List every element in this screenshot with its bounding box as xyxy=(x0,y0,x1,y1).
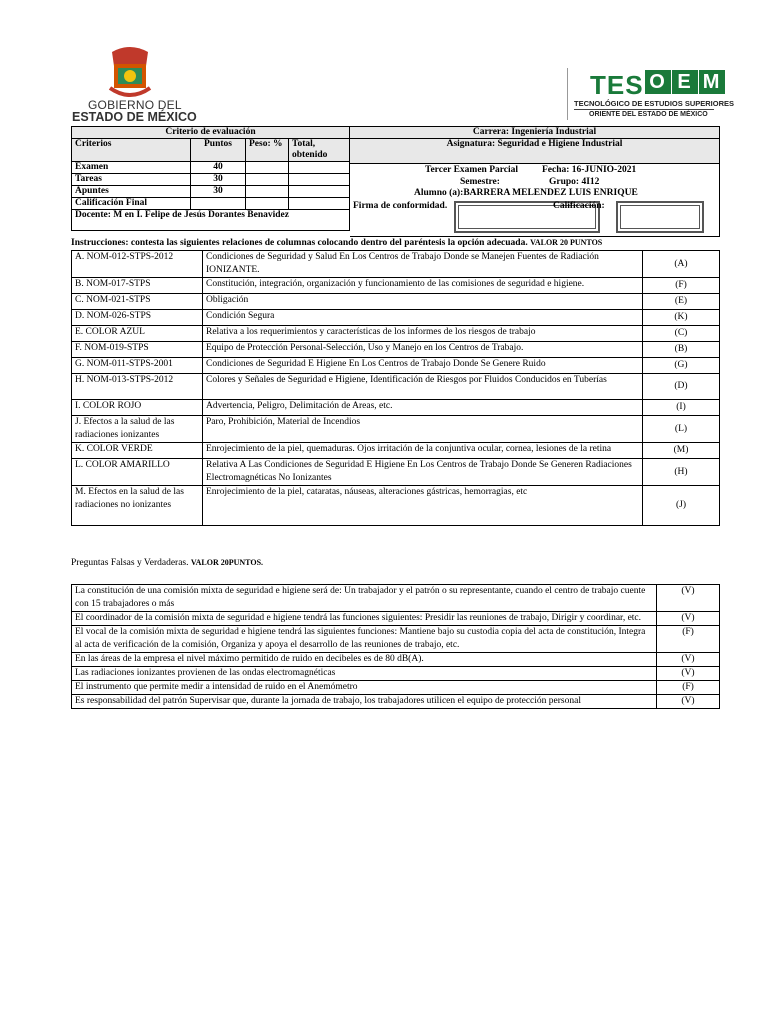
relation-left: F. NOM-019-STPS xyxy=(72,342,203,358)
criterion-total xyxy=(289,186,350,198)
relation-right: Condición Segura xyxy=(203,310,643,326)
government-seal-logo xyxy=(100,44,160,100)
truefalse-value: VALOR 20PUNTOS. xyxy=(190,558,264,567)
relation-answer[interactable]: (C) xyxy=(643,326,720,342)
truefalse-answer[interactable]: (F) xyxy=(657,626,720,653)
relation-answer[interactable]: (F) xyxy=(643,278,720,294)
relation-right: Advertencia, Peligro, Delimitación de Areas, etc. xyxy=(203,400,643,416)
evaluation-table xyxy=(71,126,350,231)
relation-left: I. COLOR ROJO xyxy=(72,400,203,416)
col-criterios: Criterios xyxy=(72,139,191,162)
relation-left: M. Efectos en la salud de las radiaciones no ionizantes xyxy=(72,486,203,526)
relation-right: Condiciones de Seguridad E Higiene En Los Centros de Trabajo Donde Se Genere Ruido xyxy=(203,358,643,374)
relation-left: J. Efectos a la salud de las radiaciones ionizantes xyxy=(72,416,203,443)
relation-right: Relativa A Las Condiciones de Seguridad E Higiene En Los Centros de Trabajo Donde Se Generen Radiaciones Electromagnéticas No Ionizantes xyxy=(203,459,643,486)
relation-left: A. NOM-012-STPS-2012 xyxy=(72,251,203,278)
relation-row xyxy=(72,251,720,278)
relation-row xyxy=(72,459,720,486)
government-name-line2: ESTADO DE MÉXICO xyxy=(72,110,197,124)
tesoem-logo-text: TES xyxy=(590,70,644,100)
truefalse-row xyxy=(72,653,720,667)
relation-answer[interactable]: (D) xyxy=(643,374,720,400)
truefalse-row xyxy=(72,612,720,626)
tesoem-subtitle-1: TECNOLÓGICO DE ESTUDIOS SUPERIORES xyxy=(574,99,735,108)
criterion-points: 30 xyxy=(191,186,246,198)
final-grade-label: Calificación Final xyxy=(72,198,191,210)
tesoem-subtitle-2: ORIENTE DEL ESTADO DE MÉXICO xyxy=(589,111,708,118)
signature-label: Firma de conformidad. xyxy=(353,201,448,211)
relation-row xyxy=(72,342,720,358)
truefalse-row xyxy=(72,626,720,653)
truefalse-row xyxy=(72,585,720,612)
truefalse-answer[interactable]: (V) xyxy=(657,653,720,667)
truefalse-statement: El coordinador de la comisión mixta de seguridad e higiene tendrá las funciones siguientes: Presidir las reuniones de trabajo, Dirigir y coordinar, etc. xyxy=(72,612,657,626)
relation-right: Obligación xyxy=(203,294,643,310)
truefalse-row xyxy=(72,695,720,709)
final-grade-points xyxy=(191,198,246,210)
criterion-label: Tareas xyxy=(72,174,191,186)
group-label: Grupo: 4I12 xyxy=(549,177,600,187)
criterion-points: 40 xyxy=(191,162,246,174)
criterion-weight xyxy=(246,162,289,174)
tesoem-logo xyxy=(590,70,725,101)
relation-answer[interactable]: (L) xyxy=(643,416,720,443)
truefalse-answer[interactable]: (V) xyxy=(657,585,720,612)
relation-left: B. NOM-017-STPS xyxy=(72,278,203,294)
relation-row xyxy=(72,416,720,443)
truefalse-title-text: Preguntas Falsas y Verdaderas. xyxy=(71,558,189,568)
relation-answer[interactable]: (E) xyxy=(643,294,720,310)
truefalse-answer[interactable]: (V) xyxy=(657,667,720,681)
relation-left: E. COLOR AZUL xyxy=(72,326,203,342)
truefalse-answer[interactable]: (F) xyxy=(657,681,720,695)
final-grade-weight xyxy=(246,198,289,210)
final-grade-total xyxy=(289,198,350,210)
criterion-points: 30 xyxy=(191,174,246,186)
truefalse-table xyxy=(71,584,720,709)
relation-answer[interactable]: (G) xyxy=(643,358,720,374)
evaluation-title: Criterio de evaluación xyxy=(72,127,350,139)
relation-left: H. NOM-013-STPS-2012 xyxy=(72,374,203,400)
career-label: Carrera: Ingeniería Industrial xyxy=(350,127,719,139)
tesoem-logo-box-m: M xyxy=(699,70,725,94)
relation-right: Enrojecimiento de la piel, cataratas, náuseas, alteraciones gástricas, hemorragias, etc xyxy=(203,486,643,526)
truefalse-statement: La constitución de una comisión mixta de seguridad e higiene será de: Un trabajador y el patrón o su representante, cuando el centro de trabajo cuente con 15 trabajadores o más xyxy=(72,585,657,612)
relation-left: C. NOM-021-STPS xyxy=(72,294,203,310)
criterion-weight xyxy=(246,186,289,198)
truefalse-row xyxy=(72,667,720,681)
instructions xyxy=(71,238,731,248)
truefalse-answer[interactable]: (V) xyxy=(657,612,720,626)
relation-right: Condiciones de Seguridad y Salud En Los Centros de Trabajo Donde se Manejen Fuentes de Radiación IONIZANTE. xyxy=(203,251,643,278)
grade-label: Calificación: xyxy=(553,201,605,211)
truefalse-answer[interactable]: (V) xyxy=(657,695,720,709)
criterion-total xyxy=(289,174,350,186)
truefalse-title xyxy=(71,558,263,568)
instructions-value: VALOR 20 PUNTOS xyxy=(530,238,603,247)
student-name: Alumno (a):BARRERA MELENDEZ LUIS ENRIQUE xyxy=(414,188,638,198)
criterion-label: Apuntes xyxy=(72,186,191,198)
relation-row xyxy=(72,486,720,526)
col-puntos: Puntos xyxy=(191,139,246,162)
relation-answer[interactable]: (K) xyxy=(643,310,720,326)
col-peso: Peso: % xyxy=(246,139,289,162)
truefalse-statement: Las radiaciones ionizantes provienen de las ondas electromagnéticas xyxy=(72,667,657,681)
grade-box[interactable] xyxy=(616,201,704,233)
relation-answer[interactable]: (J) xyxy=(643,486,720,526)
semester-label: Semestre: xyxy=(460,177,500,187)
exam-date: Fecha: 16-JUNIO-2021 xyxy=(542,165,637,175)
subject-label: Asignatura: Seguridad e Higiene Industrial xyxy=(350,139,719,164)
relation-right: Enrojecimiento de la piel, quemaduras. Ojos irritación de la conjuntiva ocular, cornea, lesiones de la retina xyxy=(203,443,643,459)
criterion-weight xyxy=(246,174,289,186)
relation-row xyxy=(72,294,720,310)
truefalse-statement: Es responsabilidad del patrón Supervisar que, durante la jornada de trabajo, los trabajadores utilicen el equipo de protección personal xyxy=(72,695,657,709)
relation-answer[interactable]: (B) xyxy=(643,342,720,358)
tesoem-logo-box-o: O xyxy=(645,70,671,94)
course-info xyxy=(350,126,720,237)
truefalse-statement: El instrumento que permite medir a intensidad de ruido en el Anemómetro xyxy=(72,681,657,695)
relation-right: Equipo de Protección Personal-Selección, Uso y Manejo en los Centros de Trabajo. xyxy=(203,342,643,358)
exam-label: Tercer Examen Parcial xyxy=(425,165,519,175)
tesoem-underline xyxy=(574,109,714,110)
relation-row xyxy=(72,278,720,294)
government-name-line1: GOBIERNO DEL xyxy=(88,98,182,112)
relation-row xyxy=(72,358,720,374)
truefalse-row xyxy=(72,681,720,695)
relation-row xyxy=(72,374,720,400)
relation-row xyxy=(72,310,720,326)
tesoem-logo-box-e: E xyxy=(672,70,698,94)
truefalse-statement: En las áreas de la empresa el nivel máximo permitido de ruido en decibeles es de 80 dB(A). xyxy=(72,653,657,667)
relation-right: Relativa a los requerimientos y características de los informes de los riesgos de trabajo xyxy=(203,326,643,342)
criterion-label: Examen xyxy=(72,162,191,174)
relation-left: D. NOM-026-STPS xyxy=(72,310,203,326)
relation-left: L. COLOR AMARILLO xyxy=(72,459,203,486)
relation-row xyxy=(72,400,720,416)
teacher-name: Docente: M en I. Felipe de Jesús Dorantes Benavidez xyxy=(72,210,350,231)
relation-right: Paro, Prohibición, Material de Incendios xyxy=(203,416,643,443)
relation-left: G. NOM-011-STPS-2001 xyxy=(72,358,203,374)
relation-row xyxy=(72,443,720,459)
truefalse-statement: El vocal de la comisión mixta de seguridad e higiene tendrá las siguientes funciones: Mantiene bajo su custodia copia del acta de constitución, Integra al acta de verificación de la comisión, Organiza y apoya el desarrollo de las reuniones de trabajo, etc. xyxy=(72,626,657,653)
relation-row xyxy=(72,326,720,342)
relation-right: Colores y Señales de Seguridad e Higiene, Identificación de Riesgos por Fluidos Conducidos en Tuberías xyxy=(203,374,643,400)
relation-answer[interactable]: (A) xyxy=(643,251,720,278)
instructions-text: Instrucciones: contesta las siguientes relaciones de columnas colocando dentro del paréntesis la opción adecuada. xyxy=(71,238,528,248)
logo-divider xyxy=(567,68,568,120)
criterion-total xyxy=(289,162,350,174)
col-total: Total, obtenido xyxy=(289,139,350,162)
relation-answer[interactable]: (M) xyxy=(643,443,720,459)
relation-left: K. COLOR VERDE xyxy=(72,443,203,459)
relation-answer[interactable]: (H) xyxy=(643,459,720,486)
relations-table xyxy=(71,250,720,526)
relation-right: Constitución, integración, organización y funcionamiento de las comisiones de seguridad e higiene. xyxy=(203,278,643,294)
relation-answer[interactable]: (I) xyxy=(643,400,720,416)
